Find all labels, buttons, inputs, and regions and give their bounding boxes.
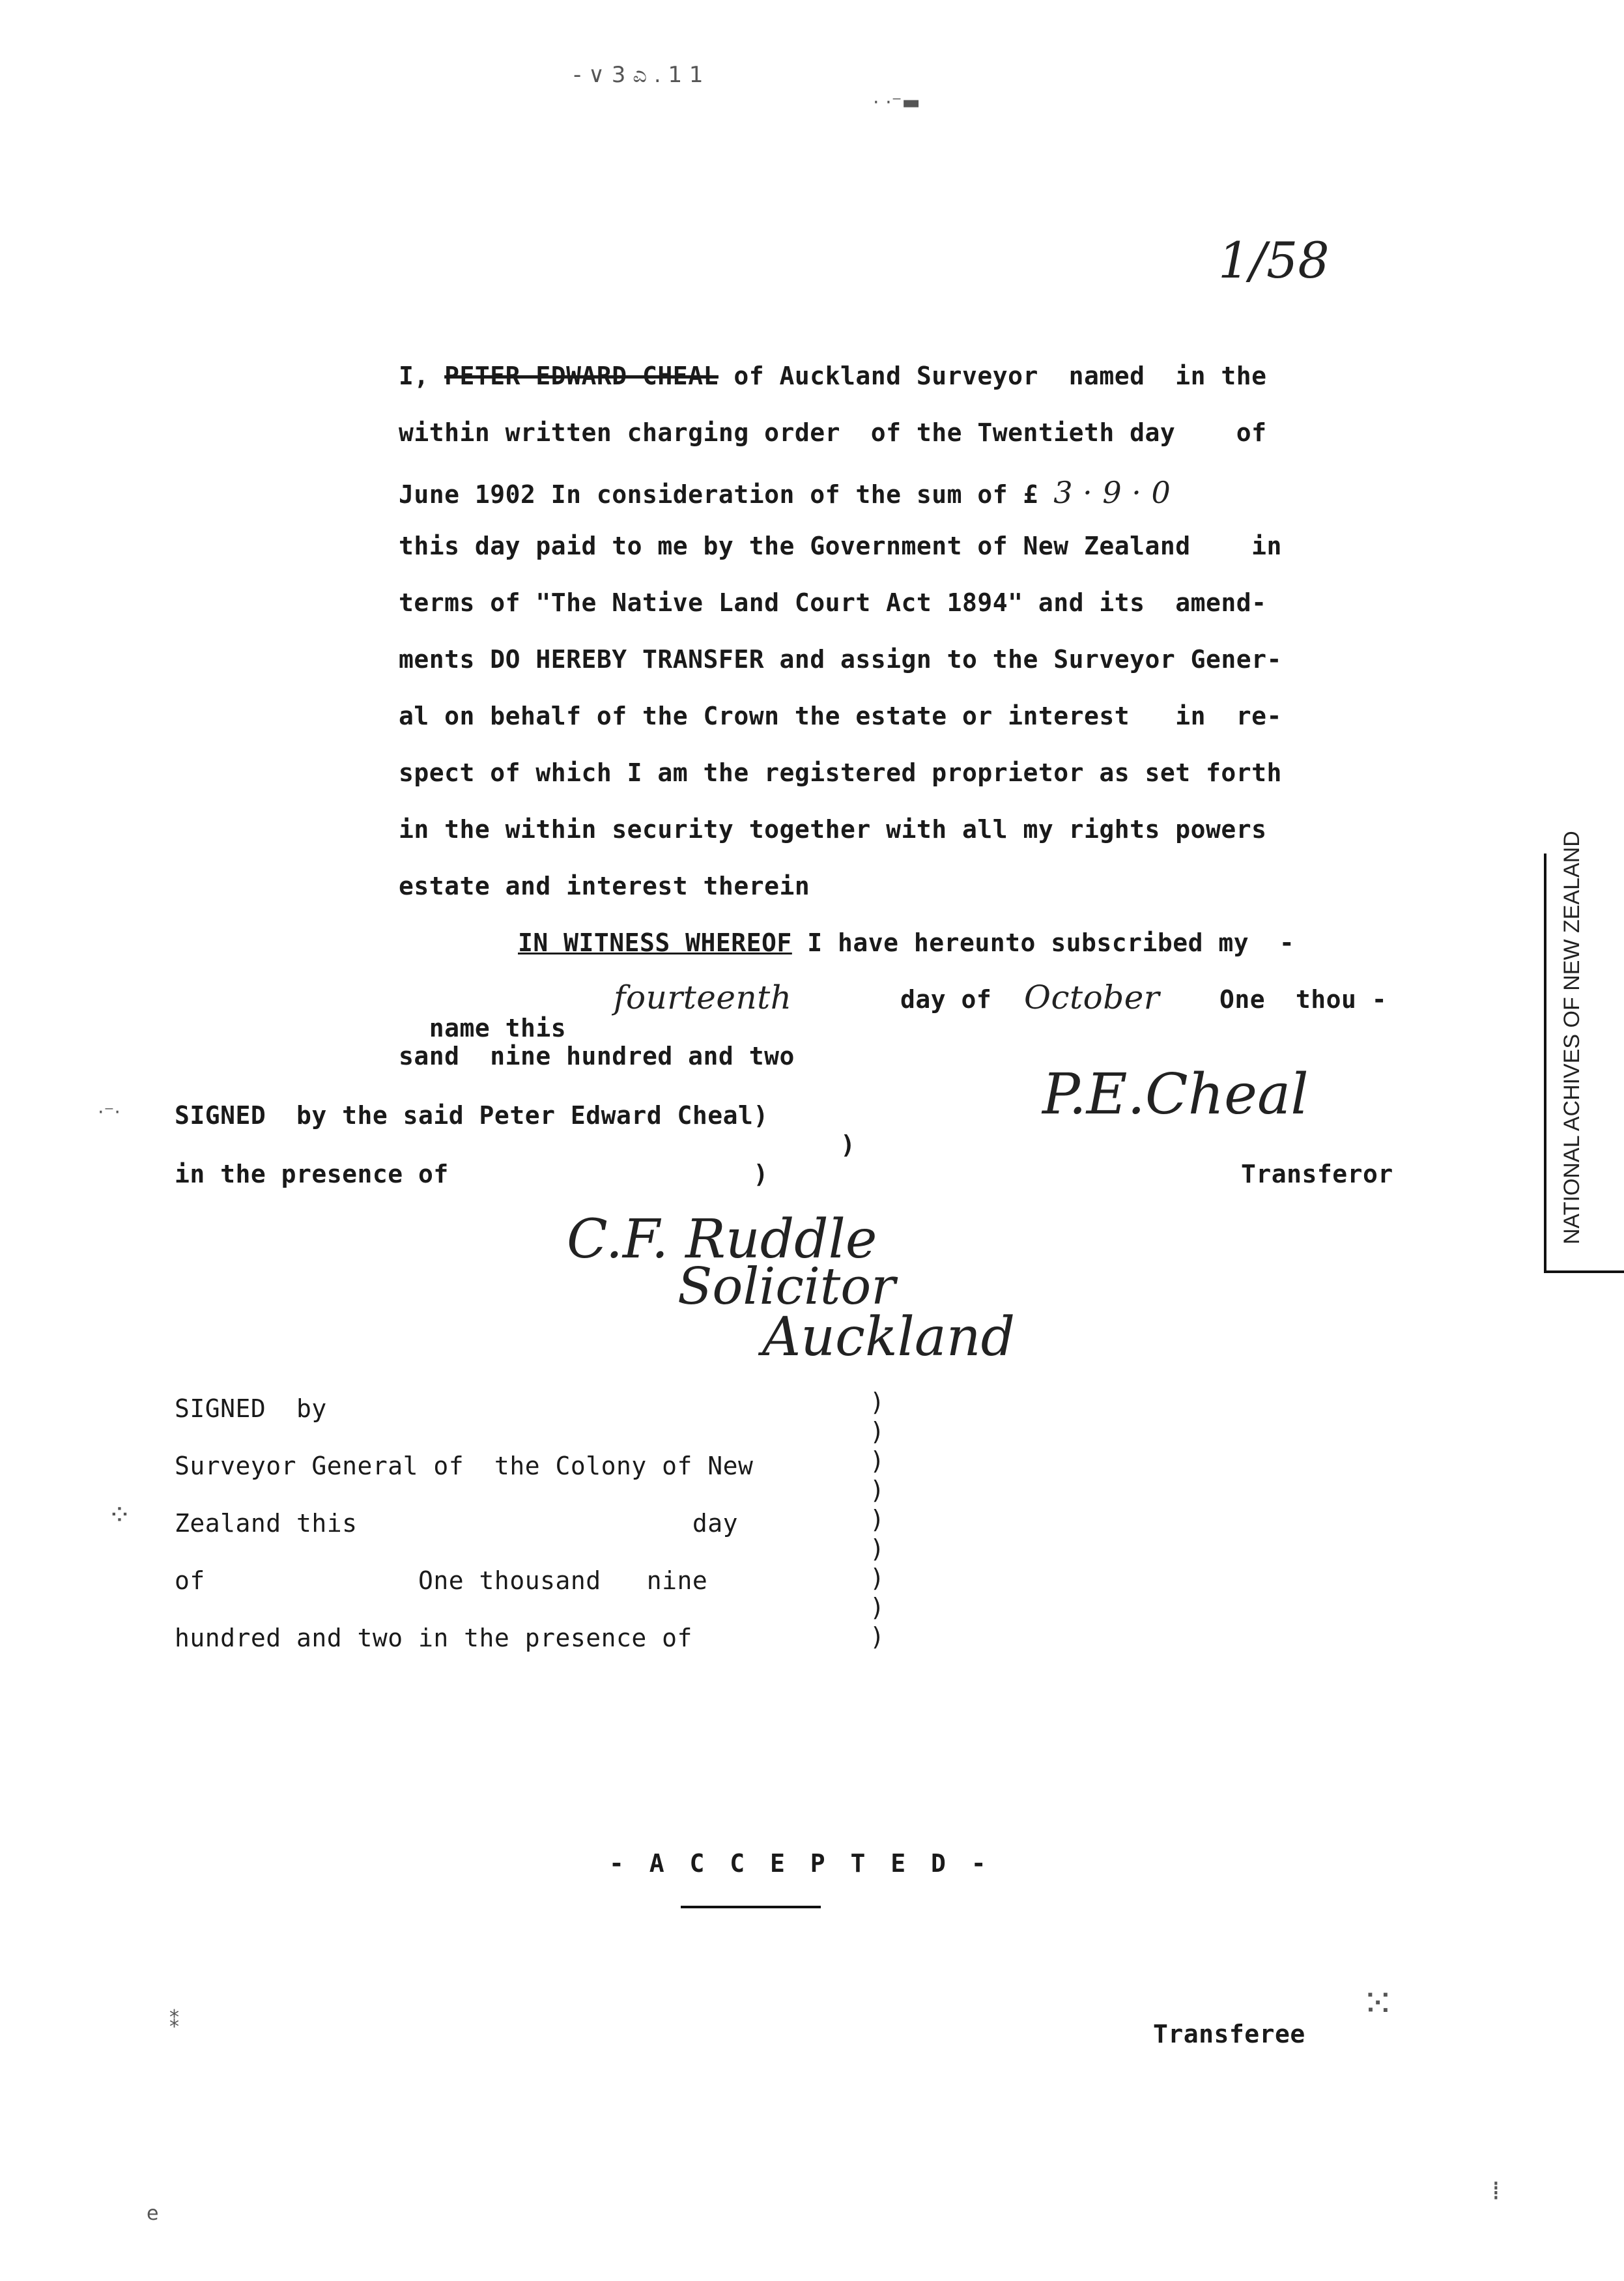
bracket-mark: ) (870, 1388, 885, 1416)
witness-signature-title: Solicitor (677, 1257, 896, 1316)
bracket-mark: ) (870, 1564, 885, 1592)
in-witness-heading: IN WITNESS WHEREOF (518, 928, 792, 957)
page-number: 1/58 (1218, 231, 1330, 289)
body-line-13: sand nine hundred and two (399, 1042, 795, 1070)
bracket-mark: ) (870, 1622, 885, 1651)
hundred-and-two-line: hundred and two in the presence of (175, 1624, 692, 1652)
body-line-12: name this fourteenth day of October One thou - (429, 979, 1388, 1042)
handwritten-month: October (1024, 979, 1160, 1016)
body-line-2: within written charging order of the Twentieth day of (399, 418, 1267, 447)
archive-stamp-text: NATIONAL ACHIVES OF NEW ZEALAND (1560, 831, 1584, 1244)
bracket-mark: ) (870, 1505, 885, 1534)
top-reference-mark: - ∨ 3 ಎ . 1 1 (573, 62, 704, 88)
handwritten-day: fourteenth (614, 979, 792, 1016)
speck-mark: ⁙ (1361, 1981, 1395, 2026)
body-line-8: spect of which I am the registered proprietor as set forth (399, 758, 1282, 787)
signed-by-transferor: SIGNED by the said Peter Edward Cheal) (175, 1101, 769, 1130)
speck-mark: ⁞ (1492, 2176, 1500, 2206)
witness-signature-place: Auckland (762, 1306, 1016, 1368)
witness-signature-name: C.F. Ruddle (567, 1209, 877, 1270)
presence-line: in the presence of ) (175, 1160, 769, 1188)
speck-mark: ⁑ (169, 2010, 179, 2033)
body-line-1: I, PETER EDWARD CHEAL of Auckland Surveyor named in the (399, 362, 1267, 390)
bracket-mark: ) (840, 1130, 856, 1159)
body-line-11: IN WITNESS WHEREOF I have hereunto subscribed my - (518, 928, 1295, 957)
signed-by-surveyor-general: SIGNED by (175, 1394, 327, 1423)
body-line-5: terms of "The Native Land Court Act 1894" and its amend- (399, 588, 1267, 617)
body-line-7: al on behalf of the Crown the estate or interest in re- (399, 702, 1282, 730)
bracket-mark: ) (870, 1417, 885, 1446)
accepted-heading: - A C C E P T E D - (609, 1849, 991, 1878)
handwritten-amount: 3 · 9 · 0 (1053, 475, 1171, 510)
transferee-label: Transferee (1153, 2020, 1305, 2048)
speck-mark: ·⁻· (98, 1101, 121, 1124)
transferor-label: Transferor (1241, 1160, 1393, 1188)
bracket-mark: ) (870, 1446, 885, 1475)
surveyor-general-line: Surveyor General of the Colony of New (175, 1452, 754, 1480)
body-line-10: estate and interest therein (399, 872, 810, 900)
bracket-mark: ) (870, 1534, 885, 1563)
archive-stamp (1544, 831, 1624, 1273)
body-line-9: in the within security together with all my rights powers (399, 815, 1267, 844)
body-line-4: this day paid to me by the Government of New Zealand in (399, 532, 1282, 560)
bracket-mark: ) (870, 1593, 885, 1622)
bracket-mark: ) (870, 1476, 885, 1504)
accepted-underline (681, 1906, 821, 1908)
speck-mark: e (147, 2202, 159, 2225)
body-line-6: ments DO HEREBY TRANSFER and assign to the Surveyor Gener- (399, 645, 1282, 674)
speck-mark: ⁘ (107, 1499, 132, 1532)
struck-name: PETER EDWARD CHEAL (444, 362, 719, 390)
body-line-3: June 1902 In consideration of the sum of £ 3 · 9 · 0 (399, 475, 1171, 510)
of-one-thousand-line: of One thousand nine (175, 1566, 708, 1595)
transferor-signature: P.E.Cheal (1042, 1062, 1309, 1127)
zealand-this-line: Zealand this day (175, 1509, 738, 1538)
smudge-mark: · ·⁻▬ (873, 91, 920, 114)
